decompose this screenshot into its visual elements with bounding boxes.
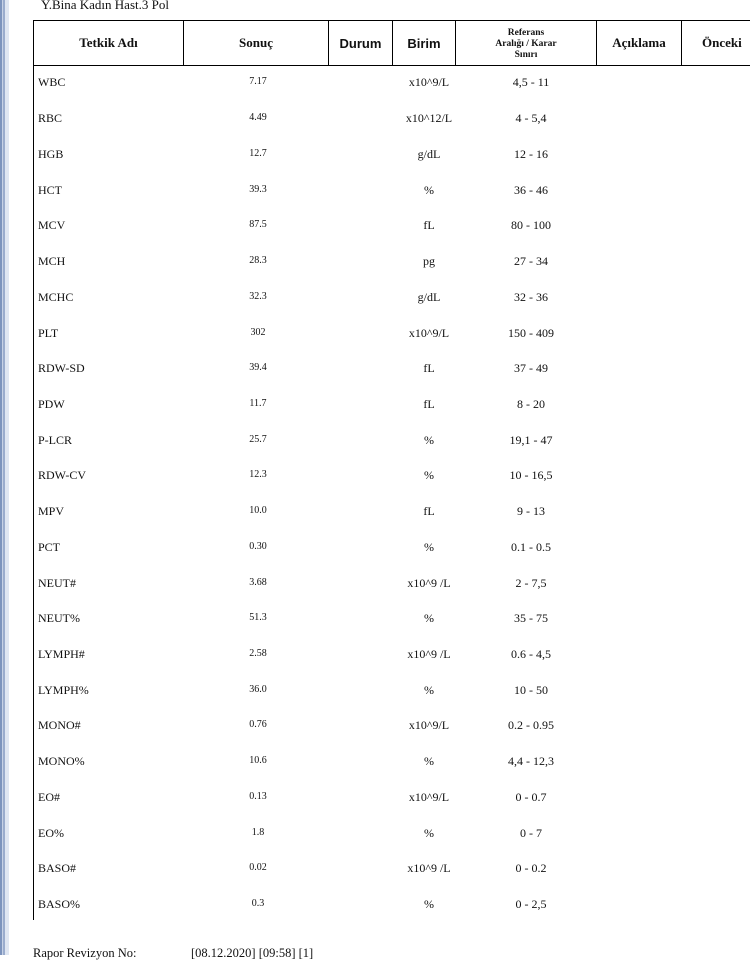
test-unit: fL bbox=[423, 397, 435, 411]
test-reference: 12 - 16 bbox=[514, 147, 548, 161]
test-result: 4.49 bbox=[249, 112, 267, 123]
test-name: P-LCR bbox=[38, 433, 73, 447]
table-row bbox=[34, 431, 750, 451]
test-reference: 150 - 409 bbox=[508, 326, 554, 340]
header-description: Açıklama bbox=[597, 21, 682, 65]
test-name: WBC bbox=[38, 75, 66, 89]
header-status: Durum bbox=[329, 21, 393, 65]
test-unit: g/dL bbox=[417, 290, 441, 304]
test-name: NEUT# bbox=[38, 576, 76, 590]
test-reference: 0 - 7 bbox=[520, 826, 542, 840]
test-result: 32.3 bbox=[249, 291, 267, 302]
header-previous: Önceki bbox=[702, 35, 742, 50]
test-name: LYMPH# bbox=[38, 647, 85, 661]
test-name: RDW-CV bbox=[38, 468, 86, 482]
test-name: MONO% bbox=[38, 754, 85, 768]
test-reference: 0 - 0.7 bbox=[515, 790, 547, 804]
table-row bbox=[34, 502, 750, 522]
test-unit: % bbox=[424, 611, 434, 625]
test-reference: 35 - 75 bbox=[514, 611, 548, 625]
table-row bbox=[34, 359, 750, 379]
test-reference: 0.2 - 0.95 bbox=[508, 718, 554, 732]
test-result: 28.3 bbox=[249, 255, 267, 266]
table-row bbox=[34, 788, 750, 808]
table-row bbox=[34, 824, 750, 844]
test-reference: 32 - 36 bbox=[514, 290, 548, 304]
test-reference: 19,1 - 47 bbox=[509, 433, 553, 447]
test-reference: 80 - 100 bbox=[511, 218, 551, 232]
hospital-name: Y.Bina Kadın Hast.3 Pol bbox=[41, 0, 169, 12]
test-unit: pg bbox=[423, 254, 435, 268]
test-name: PDW bbox=[38, 397, 65, 411]
test-name: EO% bbox=[38, 826, 64, 840]
lab-report-page bbox=[9, 0, 750, 960]
test-unit: % bbox=[424, 183, 434, 197]
table-row bbox=[34, 895, 750, 915]
test-reference: 37 - 49 bbox=[514, 361, 548, 375]
header-reference-range bbox=[456, 21, 597, 66]
test-result: 51.3 bbox=[249, 612, 267, 623]
test-result: 39.4 bbox=[249, 362, 267, 373]
table-row bbox=[34, 288, 750, 308]
test-reference: 27 - 34 bbox=[514, 254, 548, 268]
test-unit: x10^12/L bbox=[405, 111, 453, 125]
test-reference: 0 - 0.2 bbox=[515, 861, 547, 875]
test-unit: % bbox=[424, 468, 434, 482]
test-unit: % bbox=[424, 433, 434, 447]
test-result: 0.76 bbox=[249, 719, 267, 730]
test-reference: 36 - 46 bbox=[514, 183, 548, 197]
test-name: HGB bbox=[38, 147, 64, 161]
table-row bbox=[34, 752, 750, 772]
table-row bbox=[34, 645, 750, 665]
header-unit: Birim bbox=[393, 21, 456, 65]
table-row bbox=[34, 716, 750, 736]
test-unit: fL bbox=[423, 504, 435, 518]
test-name: EO# bbox=[38, 790, 60, 804]
test-reference: 10 - 50 bbox=[514, 683, 548, 697]
test-name: RBC bbox=[38, 111, 63, 125]
test-unit: x10^9/L bbox=[408, 718, 450, 732]
table-row bbox=[34, 181, 750, 201]
test-name: MCV bbox=[38, 218, 66, 232]
table-row bbox=[34, 574, 750, 594]
table-row bbox=[34, 395, 750, 415]
test-name: LYMPH% bbox=[38, 683, 89, 697]
table-row bbox=[34, 109, 750, 129]
test-result: 0.02 bbox=[249, 862, 267, 873]
revision-value: [08.12.2020] [09:58] [1] bbox=[191, 946, 314, 960]
test-result: 36.0 bbox=[249, 684, 267, 695]
revision-label: Rapor Revizyon No: bbox=[33, 946, 137, 960]
test-reference: 4 - 5,4 bbox=[515, 111, 547, 125]
test-unit: % bbox=[424, 540, 434, 554]
test-reference: 10 - 16,5 bbox=[509, 468, 553, 482]
test-result: 0.30 bbox=[249, 541, 267, 552]
test-result: 39.3 bbox=[249, 184, 267, 195]
test-unit: fL bbox=[423, 218, 435, 232]
test-name: MONO# bbox=[38, 718, 81, 732]
table-row bbox=[34, 538, 750, 558]
test-name: NEUT% bbox=[38, 611, 80, 625]
test-unit: % bbox=[424, 683, 434, 697]
test-reference: 0.1 - 0.5 bbox=[511, 540, 551, 554]
test-name: MCHC bbox=[38, 290, 74, 304]
table-row bbox=[34, 681, 750, 701]
test-name: BASO% bbox=[38, 897, 81, 911]
test-unit: x10^9/L bbox=[408, 326, 450, 340]
test-unit: % bbox=[424, 754, 434, 768]
test-name: MPV bbox=[38, 504, 65, 518]
table-header bbox=[33, 20, 750, 66]
test-name: RDW-SD bbox=[38, 361, 85, 375]
test-name: MCH bbox=[38, 254, 66, 268]
table-row bbox=[34, 252, 750, 272]
test-result: 10.6 bbox=[249, 755, 267, 766]
test-reference: 9 - 13 bbox=[517, 504, 545, 518]
test-result: 7.17 bbox=[249, 76, 267, 87]
header-test-name: Tetkik Adı bbox=[34, 21, 184, 65]
test-result: 25.7 bbox=[249, 434, 267, 445]
table-row bbox=[34, 859, 750, 879]
test-reference: 2 - 7,5 bbox=[515, 576, 547, 590]
test-result: 10.0 bbox=[249, 505, 267, 516]
table-row bbox=[34, 324, 750, 344]
table-row bbox=[34, 466, 750, 486]
test-result: 11.7 bbox=[249, 398, 267, 409]
table-row bbox=[34, 145, 750, 165]
results-table-body bbox=[33, 64, 750, 920]
test-unit: % bbox=[424, 826, 434, 840]
table-row bbox=[34, 609, 750, 629]
test-unit: g/dL bbox=[417, 147, 441, 161]
header-ref-line-3: Sınırı bbox=[514, 49, 538, 60]
test-name: PLT bbox=[38, 326, 59, 340]
window-left-edge bbox=[0, 0, 9, 955]
test-unit: fL bbox=[423, 361, 435, 375]
test-unit: x10^9/L bbox=[408, 790, 450, 804]
test-result: 0.3 bbox=[251, 898, 265, 909]
test-reference: 0.6 - 4,5 bbox=[511, 647, 551, 661]
header-result: Sonuç bbox=[184, 21, 329, 65]
table-row bbox=[34, 73, 750, 93]
test-result: 0.13 bbox=[249, 791, 267, 802]
test-unit: x10^9 /L bbox=[407, 576, 451, 590]
test-result: 12.7 bbox=[249, 148, 267, 159]
test-name: PCT bbox=[38, 540, 61, 554]
test-result: 2.58 bbox=[249, 648, 267, 659]
test-name: HCT bbox=[38, 183, 62, 197]
test-unit: x10^9/L bbox=[408, 75, 450, 89]
revision-footer bbox=[33, 946, 313, 961]
test-unit: x10^9 /L bbox=[407, 861, 451, 875]
header-ref-line-1: Referans bbox=[507, 27, 545, 38]
test-result: 12.3 bbox=[249, 469, 267, 480]
test-result: 3.68 bbox=[249, 577, 267, 588]
test-result: 87.5 bbox=[249, 219, 267, 230]
test-name: BASO# bbox=[38, 861, 77, 875]
test-reference: 4,5 - 11 bbox=[512, 75, 550, 89]
test-reference: 8 - 20 bbox=[517, 397, 545, 411]
test-reference: 0 - 2,5 bbox=[515, 897, 547, 911]
table-row bbox=[34, 216, 750, 236]
header-ref-line-2: Aralığı / Karar bbox=[495, 38, 557, 49]
test-result: 302 bbox=[250, 327, 266, 338]
test-unit: x10^9 /L bbox=[407, 647, 451, 661]
test-reference: 4,4 - 12,3 bbox=[508, 754, 554, 768]
test-result: 1.8 bbox=[251, 827, 265, 838]
test-unit: % bbox=[424, 897, 434, 911]
